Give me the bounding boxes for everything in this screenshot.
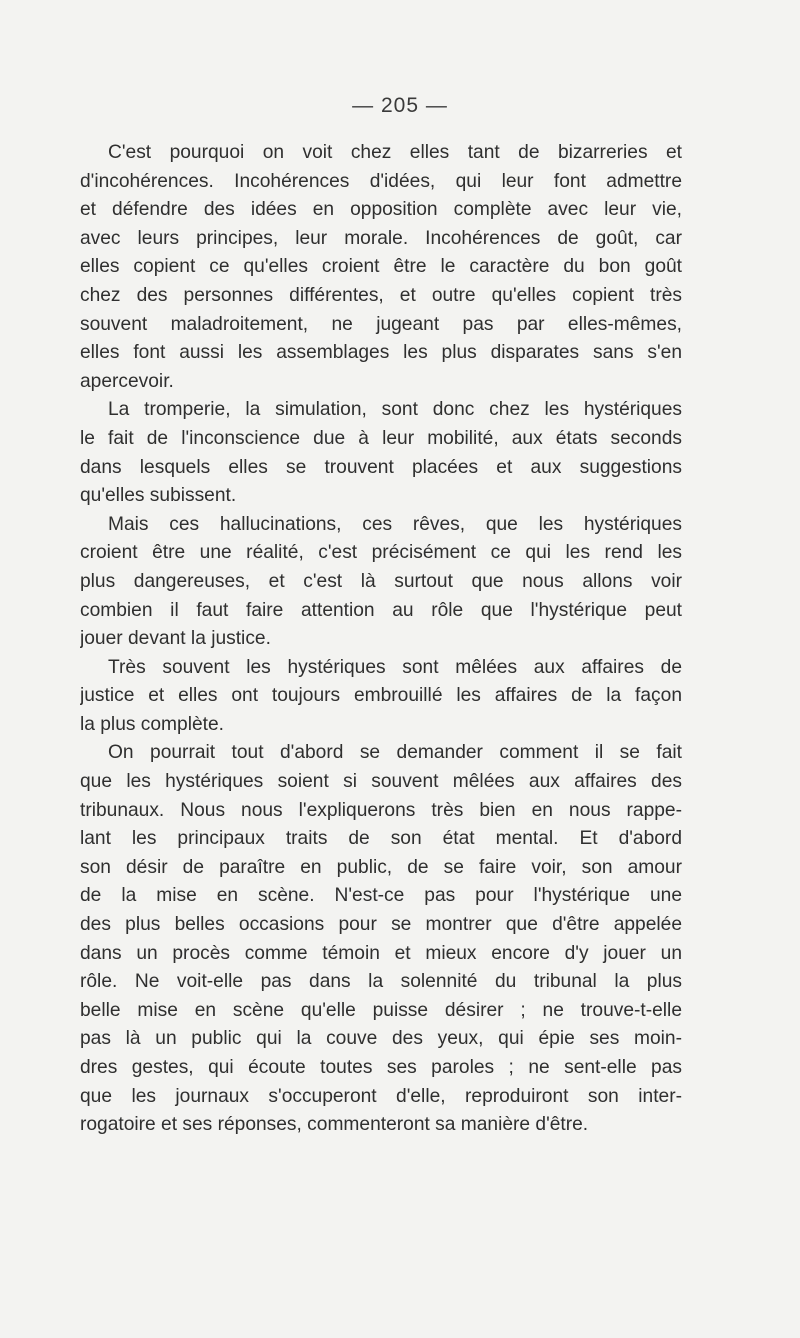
text-line: La tromperie, la simulation, sont donc chez les hystériques xyxy=(108,399,682,421)
text-line: apercevoir. xyxy=(80,370,174,392)
text-line: lant les principaux traits de son état mental. Et d'abord xyxy=(80,828,682,850)
text-line: pas là un public qui la couve des yeux, qui épie ses moin- xyxy=(80,1028,682,1050)
text-line: plus dangereuses, et c'est là surtout que nous allons voir xyxy=(80,570,682,592)
text-line: elles copient ce qu'elles croient être le caractère du bon goût xyxy=(80,256,682,278)
text-line: rogatoire et ses réponses, commenteront sa manière d'être. xyxy=(80,1114,589,1136)
text-line: qu'elles subissent. xyxy=(80,485,237,507)
text-line: belle mise en scène qu'elle puisse désirer ; ne trouve-t-elle xyxy=(80,999,682,1021)
text-line: elles font aussi les assemblages les plus disparates sans s'en xyxy=(80,342,682,364)
text-line: de la mise en scène. N'est-ce pas pour l'hystérique une xyxy=(80,885,682,907)
text-line: rôle. Ne voit-elle pas dans la solennité du tribunal la plus xyxy=(80,971,682,993)
text-line: souvent maladroitement, ne jugeant pas par elles-mêmes, xyxy=(80,313,682,335)
text-line: Mais ces hallucinations, ces rêves, que les hystériques xyxy=(108,513,682,535)
text-line: son désir de paraître en public, de se faire voir, son amour xyxy=(80,856,682,878)
text-line: dans un procès comme témoin et mieux encore d'y jouer un xyxy=(80,942,682,964)
text-line: C'est pourquoi on voit chez elles tant de bizarreries et xyxy=(108,142,682,163)
text-line: croient être une réalité, c'est précisément ce qui les rend les xyxy=(80,542,682,564)
text-line: et défendre des idées en opposition complète avec leur vie, xyxy=(80,199,682,221)
text-line: On pourrait tout d'abord se demander comment il se fait xyxy=(108,742,682,764)
text-line: dres gestes, qui écoute toutes ses paroles ; ne sent-elle pas xyxy=(80,1057,682,1078)
text-line: que les journaux s'occuperont d'elle, reproduiront son inter- xyxy=(80,1085,682,1107)
text-line: des plus belles occasions pour se montrer que d'être appelée xyxy=(80,914,682,936)
body-text xyxy=(80,139,682,1140)
text-line: le fait de l'inconscience due à leur mobilité, aux états seconds xyxy=(80,427,682,449)
text-line: dans lesquels elles se trouvent placées et aux suggestions xyxy=(80,456,682,478)
text-line: avec leurs principes, leur morale. Incohérences de goût, car xyxy=(80,227,682,249)
text-line: d'incohérences. Incohérences d'idées, qui leur font admettre xyxy=(80,170,682,192)
page-number: — 205 — xyxy=(352,94,448,117)
text-line: la plus complète. xyxy=(80,713,224,735)
text-line: Très souvent les hystériques sont mêlées aux affaires de xyxy=(108,656,682,678)
text-line: justice et elles ont toujours embrouillé les affaires de la façon xyxy=(80,685,682,707)
text-line: chez des personnes différentes, et outre qu'elles copient très xyxy=(80,284,682,306)
text-line: combien il faut faire attention au rôle que l'hystérique peut xyxy=(80,599,682,621)
text-line: tribunaux. Nous nous l'expliquerons très bien en nous rappe- xyxy=(80,799,682,821)
text-line: jouer devant la justice. xyxy=(80,628,271,650)
text-line: que les hystériques soient si souvent mêlées aux affaires des xyxy=(80,771,682,793)
